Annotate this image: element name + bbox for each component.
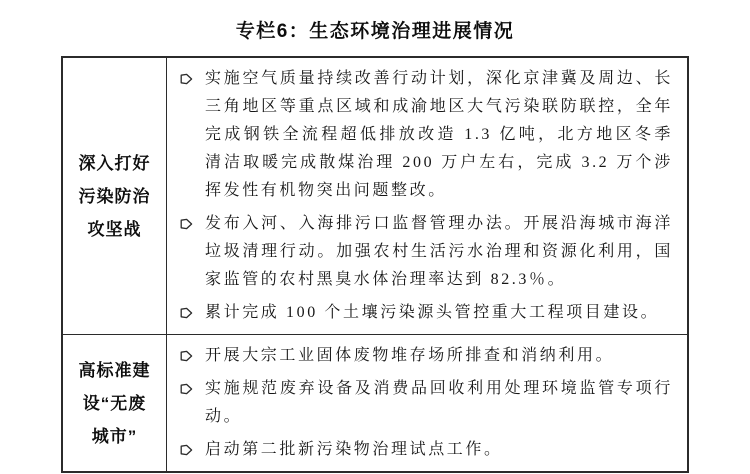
item-text: 实施规范废弃设备及消费品回收利用处理环境监管专项行动。 [205,380,673,425]
label-line: 深入打好 [78,153,151,173]
category-label-pollution-control [63,58,167,334]
list-item [180,299,673,327]
label-line: 城市” [91,426,138,446]
label-line: 污染防治 [78,186,151,206]
list-item [180,436,673,464]
content-cell [167,335,687,471]
list-item [180,375,673,431]
item-text: 发布入河、入海排污口监督管理办法。开展沿海城市海洋垃圾清理行动。加强农村生活污水治理和资源化利用，国家监管的农村黑臭水体治理率达到 82.3％。 [205,215,673,288]
table-row-zero-waste-city [63,334,687,471]
table-row-pollution-control [63,58,687,334]
right-arrow-outline-icon [180,299,194,327]
category-label-zero-waste-city [63,335,167,471]
item-text: 开展大宗工业固体废物堆存场所排查和消纳利用。 [205,347,615,364]
right-arrow-outline-icon [180,436,194,464]
right-arrow-outline-icon [180,342,194,370]
item-text: 启动第二批新污染物治理试点工作。 [205,441,503,458]
content-cell [167,58,687,334]
item-text: 实施空气质量持续改善行动计划，深化京津冀及周边、长三角地区等重点区域和成渝地区大气污染联防联控，全年完成钢铁全流程超低排放改造 1.3 亿吨，北方地区冬季清洁取暖完成散煤治理 200 万户左右，完成 3.2 万个涉挥发性有机物突出问题整改。 [205,70,673,199]
item-text: 累计完成 100 个土壤污染源头管控重大工程项目建设。 [205,304,660,321]
column-table [61,56,689,473]
right-arrow-outline-icon [180,65,194,93]
list-item [180,65,673,205]
label-line: 攻坚战 [87,219,142,239]
list-item [180,342,673,370]
list-item [180,210,673,294]
right-arrow-outline-icon [180,375,194,403]
label-line: 高标准建 [78,360,151,380]
label-line: 设“无废 [82,393,147,413]
right-arrow-outline-icon [180,210,194,238]
box-title: 专栏6：生态环境治理进展情况 [235,21,515,42]
